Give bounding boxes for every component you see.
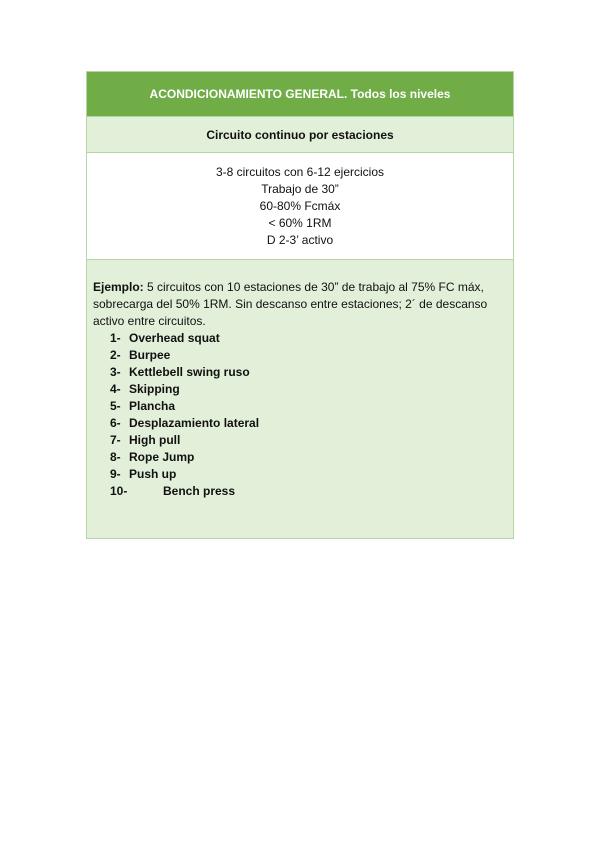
example-block [87, 260, 513, 538]
table-subtitle: Circuito continuo por estaciones [87, 117, 513, 153]
spec-line: Trabajo de 30” [261, 181, 339, 196]
list-item: 9- Push up [110, 467, 177, 481]
spec-line: < 60% 1RM [268, 215, 332, 230]
spec-line: 60-80% Fcmáx [259, 198, 341, 213]
list-item: 2- Burpee [110, 348, 171, 362]
list-item: 8- Rope Jump [110, 450, 195, 464]
list-item: 3- Kettlebell swing ruso [110, 365, 250, 379]
list-item: 5- Plancha [110, 399, 176, 413]
workout-table [86, 71, 514, 539]
list-item: 1- Overhead squat [110, 331, 220, 345]
list-item: 10- Bench press [110, 484, 236, 498]
example-text [93, 279, 505, 330]
spec-line: D 2-3’ activo [266, 232, 334, 247]
list-item: 6- Desplazamiento lateral [110, 416, 260, 430]
list-item: 7- High pull [110, 433, 181, 447]
spec-block [87, 153, 513, 260]
table-title: ACONDICIONAMIENTO GENERAL. Todos los niveles [87, 72, 513, 117]
example-label: Ejemplo: [93, 280, 144, 294]
spec-line: 3-8 circuitos con 6-12 ejercicios [215, 164, 385, 179]
exercise-list [93, 330, 505, 500]
list-item: 4- Skipping [110, 382, 180, 396]
example-description: 5 circuitos con 10 estaciones de 30” de trabajo al 75% FC máx, sobrecarga del 50% 1RM. Sin descanso entre estaciones; 2´ de descanso activo entre circuitos. [93, 280, 488, 328]
